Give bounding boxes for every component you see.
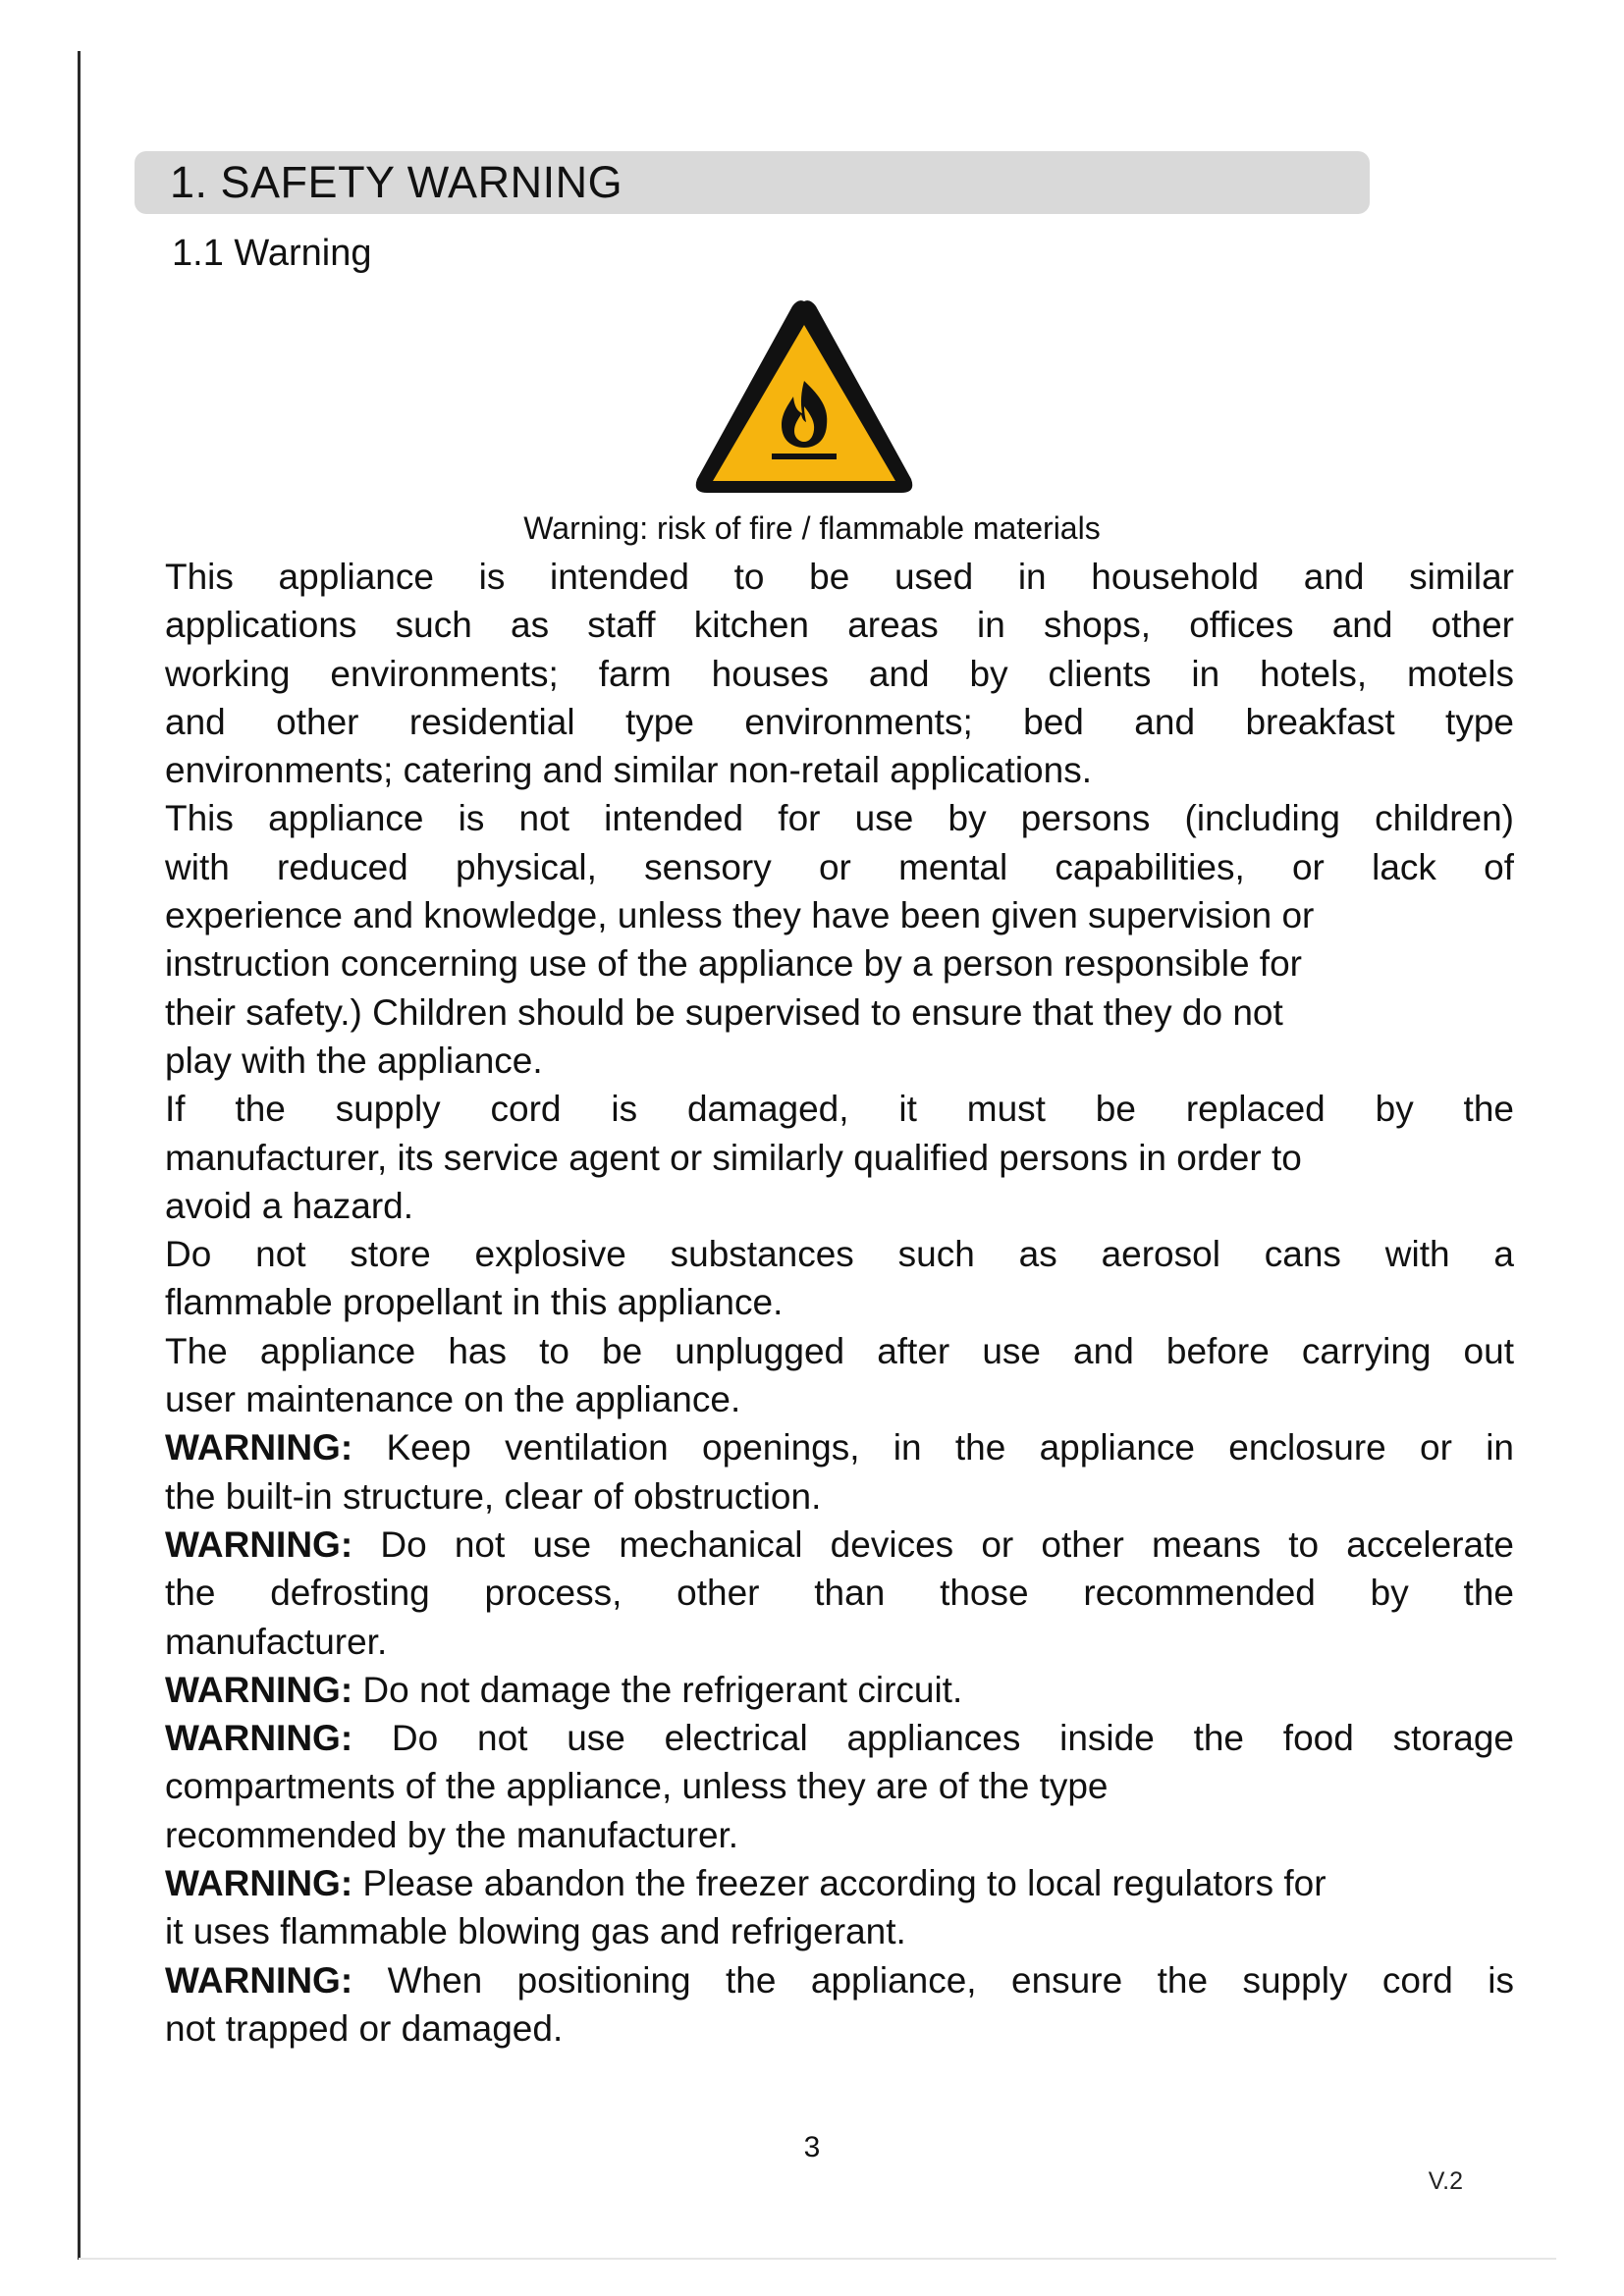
text-line bbox=[165, 1956, 1514, 2004]
warning-label: WARNING: bbox=[165, 1863, 353, 1904]
text-line: play with the appliance. bbox=[165, 1040, 543, 1081]
text-line: This appliance is intended to be used in household and similar bbox=[165, 557, 1514, 597]
explosive-substances-paragraph bbox=[165, 1230, 1514, 1327]
text-line: If the supply cord is damaged, it must be replaced by the bbox=[165, 1089, 1514, 1130]
text-line bbox=[165, 1666, 1514, 1714]
disposal-warning bbox=[165, 1859, 1514, 1956]
text-line: the defrosting process, other than those recommended by the bbox=[165, 1573, 1514, 1614]
warning-text: Please abandon the freezer according to local regulators for bbox=[352, 1863, 1326, 1904]
text-line: with reduced physical, sensory or mental capabilities, or lack of bbox=[165, 846, 1514, 887]
text-line: user maintenance on the appliance. bbox=[165, 1379, 741, 1420]
section-header-bar bbox=[135, 151, 1370, 214]
text-line: recommended by the manufacturer. bbox=[165, 1814, 739, 1855]
warning-label: WARNING: bbox=[165, 1523, 353, 1565]
text-line: Do not store explosive substances such as aerosol cans with a bbox=[165, 1234, 1514, 1275]
text-line: and other residential type environments; bed and breakfast type bbox=[165, 701, 1514, 742]
text-line: manufacturer, its service agent or similarly qualified persons in order to bbox=[165, 1137, 1302, 1178]
warning-text: Keep ventilation openings, in the appliance enclosure or in bbox=[352, 1427, 1514, 1468]
version-label: V.2 bbox=[1428, 2167, 1463, 2195]
text-line: compartments of the appliance, unless they are of the type bbox=[165, 1766, 1109, 1807]
left-margin-rule bbox=[78, 51, 81, 2260]
flame-base-bar bbox=[772, 454, 837, 459]
text-line bbox=[165, 1859, 1514, 1907]
text-line: The appliance has to be unplugged after use and before carrying out bbox=[165, 1330, 1514, 1371]
warning-label: WARNING: bbox=[165, 1669, 353, 1710]
text-line: avoid a hazard. bbox=[165, 1185, 414, 1226]
text-line bbox=[165, 1714, 1514, 1762]
refrigerant-circuit-warning bbox=[165, 1666, 1514, 1714]
electrical-appliances-warning bbox=[165, 1714, 1514, 1859]
warning-text-body bbox=[165, 553, 1514, 2053]
text-line: working environments; farm houses and by clients in hotels, motels bbox=[165, 653, 1514, 694]
warning-text: Do not use mechanical devices or other means to accelerate bbox=[352, 1523, 1514, 1565]
flammable-warning-icon bbox=[689, 294, 919, 499]
text-line: applications such as staff kitchen areas in shops, offices and other bbox=[165, 605, 1514, 646]
text-line: flammable propellant in this appliance. bbox=[165, 1282, 784, 1323]
text-line bbox=[165, 1423, 1514, 1471]
warning-text: When positioning the appliance, ensure the supply cord is bbox=[352, 1959, 1514, 2001]
section-title: 1. SAFETY WARNING bbox=[170, 157, 623, 207]
subsection-title: 1.1 Warning bbox=[172, 233, 372, 274]
text-line: environments; catering and similar non-retail applications. bbox=[165, 750, 1092, 791]
usage-environment-paragraph bbox=[165, 553, 1514, 794]
warning-label: WARNING: bbox=[165, 1959, 353, 2001]
text-line: not trapped or damaged. bbox=[165, 2007, 564, 2049]
ventilation-warning bbox=[165, 1423, 1514, 1521]
text-line: their safety.) Children should be supervised to ensure that they do not bbox=[165, 991, 1283, 1033]
text-line: experience and knowledge, unless they have been given supervision or bbox=[165, 895, 1315, 936]
persons-capability-paragraph bbox=[165, 794, 1514, 1085]
text-line: This appliance is not intended for use by persons (including children) bbox=[165, 798, 1514, 839]
bottom-rule bbox=[79, 2258, 1556, 2260]
supply-cord-paragraph bbox=[165, 1085, 1514, 1230]
text-line: manufacturer. bbox=[165, 1621, 388, 1662]
unplug-paragraph bbox=[165, 1327, 1514, 1424]
text-line: it uses flammable blowing gas and refrigerant. bbox=[165, 1911, 906, 1952]
text-line bbox=[165, 1521, 1514, 1569]
warning-label: WARNING: bbox=[165, 1718, 353, 1759]
warning-label: WARNING: bbox=[165, 1427, 353, 1468]
text-line: instruction concerning use of the appliance by a person responsible for bbox=[165, 943, 1302, 985]
page-number: 3 bbox=[803, 2131, 821, 2163]
warning-text: Do not damage the refrigerant circuit. bbox=[352, 1669, 963, 1710]
positioning-warning bbox=[165, 1956, 1514, 2054]
figure-caption: Warning: risk of fire / flammable materials bbox=[523, 510, 1101, 546]
text-line: the built-in structure, clear of obstruction. bbox=[165, 1475, 822, 1517]
defrosting-warning bbox=[165, 1521, 1514, 1666]
warning-text: Do not use electrical appliances inside the food storage bbox=[352, 1718, 1514, 1759]
